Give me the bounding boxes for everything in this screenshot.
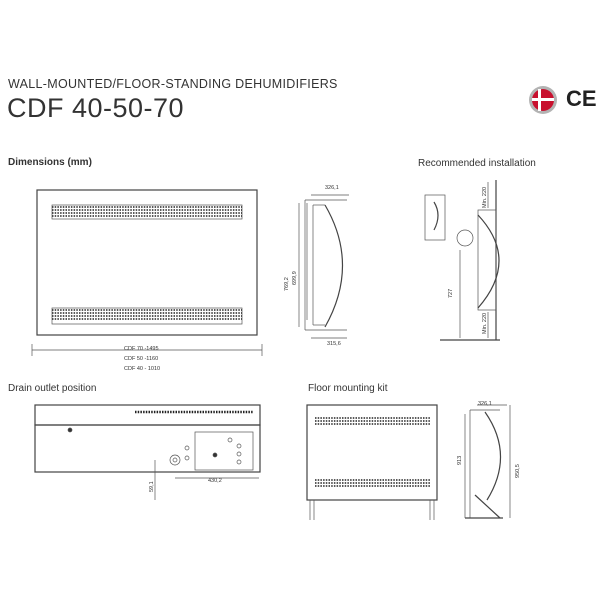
floor-height-1: 913: [457, 455, 463, 465]
floor-height-2: 950,5: [515, 464, 521, 478]
front-view-drawing: [30, 190, 270, 360]
side-view-drawing: [285, 195, 375, 355]
floor-kit-front-drawing: [300, 400, 445, 525]
section-drain-title: Drain outlet position: [8, 383, 97, 394]
top-grille: [52, 205, 242, 219]
page-subtitle: WALL-MOUNTED/FLOOR-STANDING DEHUMIDIFIERS: [8, 77, 338, 91]
drain-offset-horizontal: 430,2: [208, 478, 222, 484]
drain-offset-vertical: 59,1: [149, 481, 155, 492]
danish-flag-seal-icon: [528, 85, 558, 115]
install-height: 727: [448, 288, 454, 298]
install-min-bottom: Min. 220: [482, 312, 488, 334]
drain-outlet-drawing: [25, 400, 270, 500]
width-label-cdf50: CDF 50 -1160: [124, 356, 159, 362]
width-label-cdf70: CDF 70 -1495: [124, 346, 159, 352]
side-height-1: 769,2: [284, 277, 290, 291]
section-recommended-title: Recommended installation: [418, 158, 536, 169]
page-title: CDF 40-50-70: [7, 93, 185, 123]
section-floor-title: Floor mounting kit: [308, 383, 388, 394]
installation-drawing: [420, 180, 540, 345]
ce-mark: CE: [566, 86, 597, 111]
floor-kit-side-drawing: [455, 400, 530, 525]
floor-top-dimension: 326,1: [478, 401, 492, 407]
bottom-grille: [52, 308, 242, 324]
side-top-dimension: 326,1: [325, 185, 339, 191]
side-height-2: 699,9: [292, 271, 298, 285]
section-dimensions-title: Dimensions (mm): [8, 157, 92, 168]
width-label-cdf40: CDF 40 - 1010: [124, 366, 161, 372]
side-bottom-dimension: 315,6: [327, 341, 341, 347]
install-min-top: Min. 220: [482, 186, 488, 208]
